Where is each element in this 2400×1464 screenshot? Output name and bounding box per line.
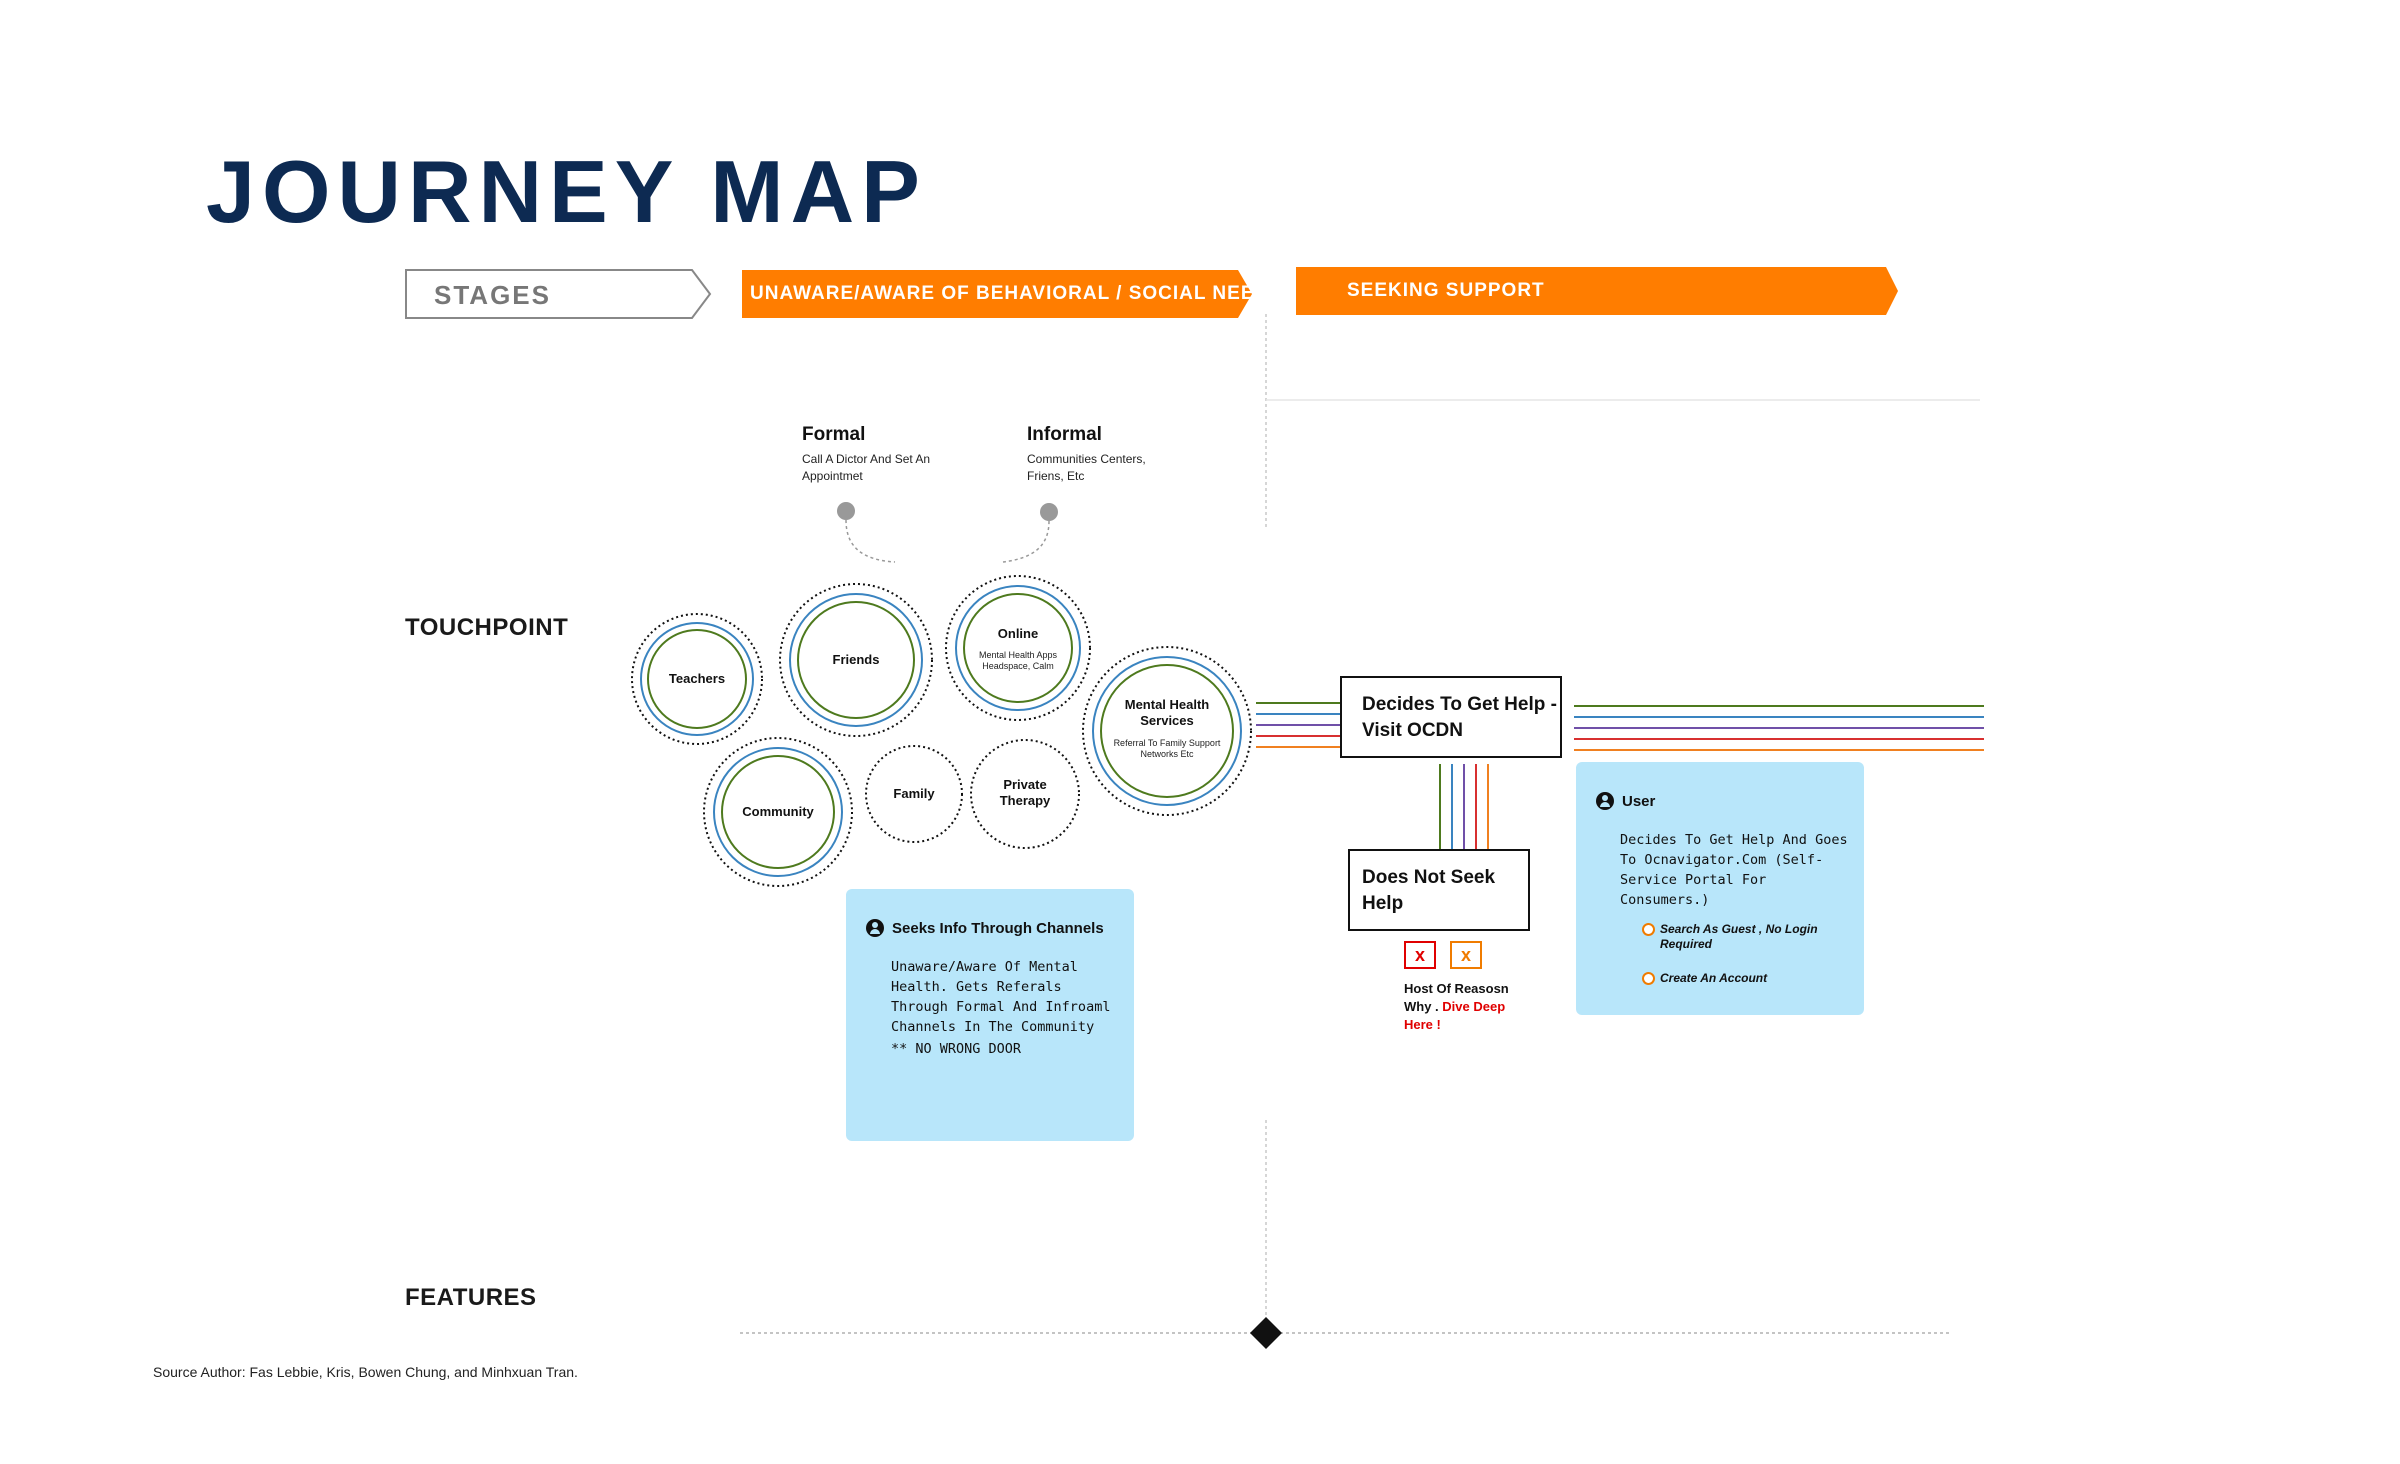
does-not-seek-help-text: Does Not Seek Help: [1362, 867, 1496, 914]
seeks-info-header: [866, 919, 1104, 937]
informal-dot: [1040, 503, 1058, 521]
features-row-label: FEATURES: [405, 1284, 537, 1311]
reasons-prefix: Host Of Reasosn Why .: [1404, 981, 1509, 1014]
user-note: [1576, 762, 1864, 1015]
formal-dot: [837, 502, 855, 520]
lines-to-decision: [1256, 703, 1342, 747]
user-note-title: User: [1622, 792, 1656, 810]
stage-2-label: SEEKING SUPPORT: [1347, 280, 1545, 301]
formal-connector: [846, 520, 895, 562]
mental-health-desc: Referral To Family Support Networks Etc: [1113, 738, 1221, 759]
seeks-info-title: Seeks Info Through Channels: [892, 919, 1104, 937]
family-label: Family: [893, 786, 935, 801]
decides-to-get-help-box: [1340, 676, 1562, 758]
online-label: Online: [997, 626, 1039, 641]
private-therapy-label: Private Therapy: [999, 777, 1051, 808]
community-label: Community: [742, 804, 814, 819]
user-note-body: Decides To Get Help And Goes To Ocnavigator.Com (Self-Service Portal For Consumers.): [1620, 832, 1848, 908]
online-circle: [946, 576, 1090, 720]
option-radio-icon[interactable]: [1642, 972, 1655, 985]
mental-health-circle: [1083, 647, 1251, 815]
reasons-text: [1404, 980, 1524, 1034]
informal-channel-title: Informal: [1027, 424, 1102, 445]
seeks-info-body: Unaware/Aware Of Mental Health. Gets Referals Through Formal And Infroaml Channels In The Community: [891, 959, 1111, 1035]
online-desc: Mental Health Apps Headspace, Calm: [978, 650, 1058, 671]
no-wrong-door-text: ** NO WRONG DOOR: [891, 1041, 1022, 1057]
dive-deep-link[interactable]: Dive Deep Here !: [1404, 999, 1506, 1032]
stage-1-label: UNAWARE/AWARE OF BEHAVIORAL / SOCIAL NEEDS: [750, 283, 1283, 304]
user-icon: [866, 919, 884, 937]
lines-to-no-help: [1440, 764, 1488, 855]
source-attribution: Source Author: Fas Lebbie, Kris, Bowen Chung, and Minhxuan Tran.: [153, 1364, 578, 1380]
touchpoint-row-label: TOUCHPOINT: [405, 614, 569, 641]
user-icon: [1596, 792, 1614, 810]
decides-to-get-help-text: Decides To Get Help - Visit OCDN: [1362, 694, 1557, 741]
does-not-seek-help-box: [1348, 849, 1530, 931]
x-mark-red: x: [1404, 941, 1436, 969]
page-title: JOURNEY MAP: [206, 142, 927, 241]
create-account-option[interactable]: Create An Account: [1660, 971, 1768, 985]
user-note-header: [1596, 792, 1655, 810]
x-mark-orange: x: [1450, 941, 1482, 969]
seeks-info-note: [846, 889, 1134, 1141]
timeline-diamond-marker: [1250, 1317, 1282, 1349]
stages-label: STAGES: [434, 280, 551, 310]
informal-connector: [1003, 521, 1049, 562]
friends-label: Friends: [832, 652, 880, 667]
mental-health-label: Mental Health Services: [1124, 697, 1210, 728]
option-radio-icon[interactable]: [1642, 923, 1655, 936]
formal-channel-title: Formal: [802, 424, 866, 445]
search-as-guest-option[interactable]: Search As Guest , No Login Required: [1660, 922, 1818, 951]
lines-from-decision: [1574, 706, 1984, 750]
formal-channel-desc: Call A Dictor And Set An Appointmet: [802, 452, 931, 483]
informal-channel-desc: Communities Centers, Friens, Etc: [1027, 452, 1146, 483]
teachers-label: Teachers: [668, 671, 726, 686]
